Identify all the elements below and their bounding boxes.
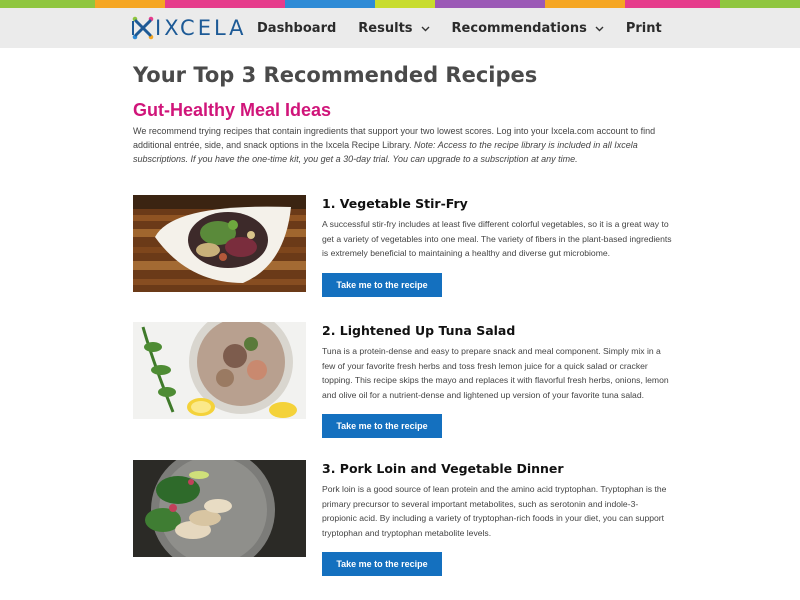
- intro-paragraph: [133, 124, 668, 166]
- recipe-body: [322, 195, 672, 297]
- tuna-salad-photo: [133, 322, 306, 419]
- logo-mark-icon: [132, 16, 154, 40]
- page-title: Your Top 3 Recommended Recipes: [133, 63, 538, 87]
- nav-recommendations[interactable]: [452, 21, 604, 36]
- pork-loin-photo: [133, 460, 306, 557]
- ixcela-logo[interactable]: [132, 15, 247, 41]
- recipe-description: Tuna is a protein-dense and easy to prepare snack and meal component. Simply mix in a few of your favorite fresh herbs and toss fresh lemon juice for a quick salad or cracker topping. This recipe skips the mayo and replaces it with flavorful fresh herbs, onions, lemon and olive oil for a nutrient-dense and lightened up version of your favorite tuna salad.: [322, 346, 669, 400]
- recipe-title: 3. Pork Loin and Vegetable Dinner: [322, 461, 564, 476]
- nav-label: Recommendations: [451, 20, 587, 36]
- nav-label: Dashboard: [257, 20, 337, 36]
- nav-label: Results: [358, 20, 413, 36]
- recipe-card: [133, 322, 673, 442]
- recipe-description: A successful stir-fry includes at least five different colorful vegetables, so it is a great way to get a variety of vegetables into one meal. The variety of fibers in the plant-based ingredients is extremely beneficial to maintaining a healthy and diverse gut microbiome.: [322, 219, 672, 259]
- chevron-down-icon: [421, 21, 430, 36]
- recipe-card: [133, 460, 673, 580]
- recipe-card: [133, 195, 673, 295]
- take-me-to-recipe-button[interactable]: Take me to the recipe: [322, 552, 442, 576]
- nav-results[interactable]: [358, 21, 429, 36]
- stir-fry-photo: [133, 195, 306, 292]
- main-nav: [257, 8, 684, 48]
- top-navbar: [0, 8, 800, 48]
- recipe-body: [322, 322, 672, 438]
- intro-note: Note: Access to the recipe library is included in all Ixcela subscriptions. If you have the one-time kit, you get a 30-day trial. You can upgrade to a subscription at any time.: [133, 140, 638, 164]
- nav-label: Print: [625, 20, 662, 36]
- recipe-body: [322, 460, 672, 576]
- recipe-description: Pork loin is a good source of lean protein and the amino acid tryptophan. Tryptophan is the primary precursor to several important metabolites, such as serotonin and indole-3-propionic acid. By including a variety of tryptophan-rich foods in your diet, you can support tryptophan and tryptophan metabolite levels.: [322, 484, 667, 538]
- recipe-title: 2. Lightened Up Tuna Salad: [322, 323, 516, 338]
- chevron-down-icon: [595, 21, 604, 36]
- take-me-to-recipe-button[interactable]: Take me to the recipe: [322, 414, 442, 438]
- logo-text: IXCELA: [155, 16, 247, 40]
- take-me-to-recipe-button[interactable]: Take me to the recipe: [322, 273, 442, 297]
- nav-dashboard[interactable]: [257, 21, 336, 36]
- intro-text: We recommend trying recipes that contain ingredients that support your two lowest scores. Log into your Ixcela.com account to find additional entrée, side, and snack options in the Ixcela Recipe Library.: [133, 126, 656, 150]
- recipe-title: 1. Vegetable Stir-Fry: [322, 196, 468, 211]
- section-title: Gut-Healthy Meal Ideas: [133, 100, 332, 120]
- nav-print[interactable]: [626, 21, 662, 36]
- top-color-strip: [0, 0, 800, 8]
